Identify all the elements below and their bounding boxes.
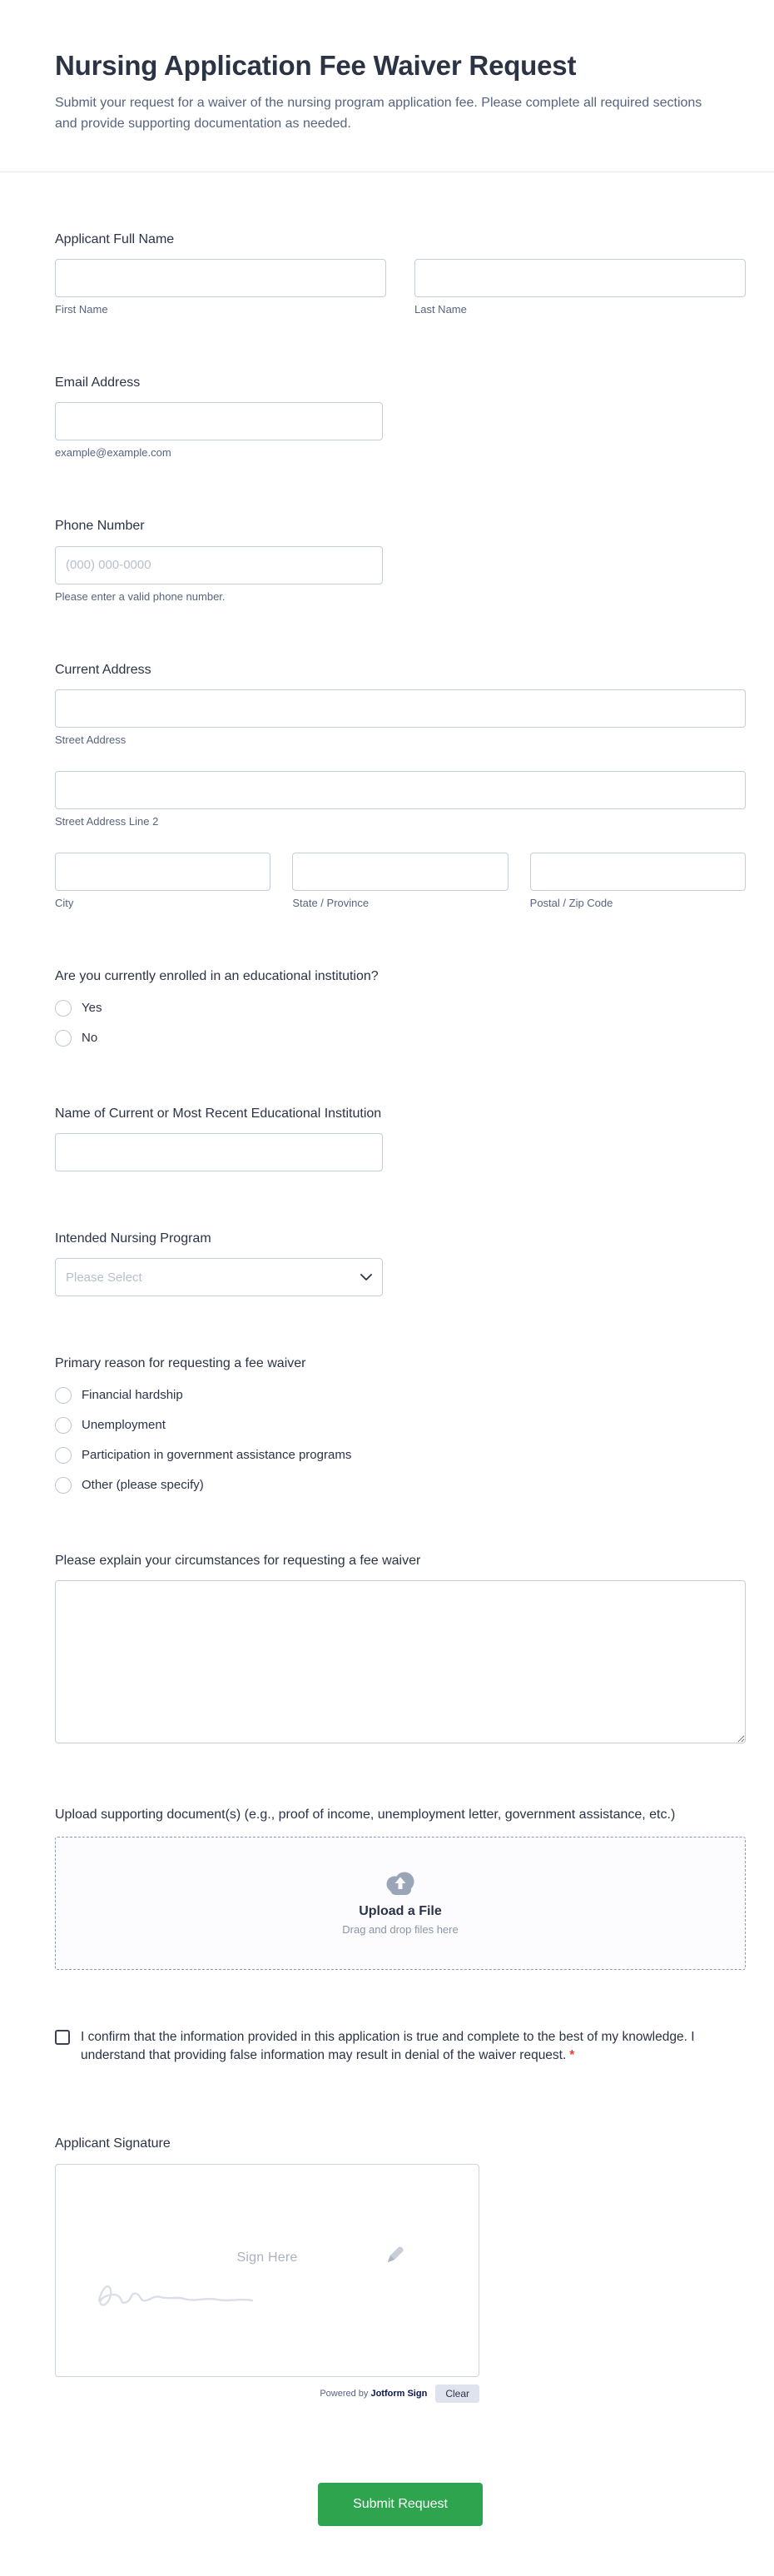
confirmation-checkbox[interactable] bbox=[55, 2030, 70, 2045]
email-label: Email Address bbox=[55, 375, 141, 390]
explain-label: Please explain your circumstances for requesting a fee waiver bbox=[55, 1553, 421, 1568]
upload-cloud-icon bbox=[382, 1870, 419, 1897]
reason-other-label: Other (please specify) bbox=[82, 1478, 204, 1493]
reason-other-radio[interactable] bbox=[55, 1477, 72, 1494]
field-address bbox=[55, 661, 746, 909]
enrolled-label: Are you currently enrolled in an educational institution? bbox=[55, 969, 379, 984]
zip-input[interactable] bbox=[530, 853, 746, 891]
pen-icon bbox=[385, 2245, 405, 2265]
enrolled-yes-label: Yes bbox=[82, 1001, 102, 1016]
state-sublabel: State / Province bbox=[292, 897, 370, 910]
street-address-input[interactable] bbox=[55, 689, 746, 728]
state-input[interactable] bbox=[292, 853, 508, 891]
signature-pad[interactable] bbox=[55, 2164, 479, 2377]
field-upload bbox=[55, 1806, 746, 1969]
zip-sublabel: Postal / Zip Code bbox=[529, 897, 613, 910]
confirmation-text bbox=[81, 2028, 715, 2066]
reason-option-assistance bbox=[55, 1447, 746, 1464]
phone-label: Phone Number bbox=[55, 519, 145, 534]
upload-label: Upload supporting document(s) (e.g., proof of income, unemployment letter, government assistance, etc.) bbox=[55, 1808, 676, 1823]
field-confirmation bbox=[55, 2028, 746, 2066]
upload-hint: Drag and drop files here bbox=[342, 1923, 459, 1936]
first-name-input[interactable] bbox=[55, 259, 386, 297]
form-header bbox=[0, 0, 774, 172]
street-address-2-input[interactable] bbox=[55, 771, 746, 809]
reason-unemployment-radio[interactable] bbox=[55, 1417, 72, 1434]
program-label: Intended Nursing Program bbox=[55, 1231, 211, 1246]
last-name-sublabel: Last Name bbox=[414, 302, 467, 316]
city-input[interactable] bbox=[55, 853, 270, 891]
email-input[interactable] bbox=[55, 402, 383, 440]
field-email bbox=[55, 374, 746, 459]
address-label: Current Address bbox=[55, 662, 151, 677]
reason-assistance-label: Participation in government assistance programs bbox=[82, 1448, 352, 1463]
powered-by-label: Powered by bbox=[320, 2388, 369, 2399]
reason-option-financial bbox=[55, 1387, 746, 1404]
reason-option-unemployment bbox=[55, 1417, 746, 1434]
street-address-sublabel: Street Address bbox=[55, 734, 127, 747]
submit-row bbox=[55, 2461, 746, 2576]
reason-financial-radio[interactable] bbox=[55, 1387, 72, 1404]
field-phone bbox=[55, 517, 746, 602]
field-explain bbox=[55, 1552, 746, 1748]
last-name-input[interactable] bbox=[414, 259, 746, 297]
required-asterisk: * bbox=[569, 2047, 575, 2062]
enrolled-no-label: No bbox=[82, 1031, 98, 1046]
phone-sublabel: Please enter a valid phone number. bbox=[55, 589, 226, 603]
file-upload-area[interactable] bbox=[55, 1837, 746, 1970]
reason-financial-label: Financial hardship bbox=[82, 1388, 183, 1403]
field-full-name bbox=[55, 231, 746, 316]
confirmation-statement: I confirm that the information provided in this application is true and complete to the best of my knowledge. I understand that providing false information may result in denial of the waiver request. bbox=[81, 2029, 695, 2062]
enrolled-no-radio[interactable] bbox=[55, 1030, 72, 1047]
reason-assistance-radio[interactable] bbox=[55, 1447, 72, 1464]
city-sublabel: City bbox=[55, 897, 74, 910]
reason-label: Primary reason for requesting a fee waiver bbox=[55, 1356, 306, 1371]
explain-textarea[interactable] bbox=[55, 1580, 746, 1743]
field-institution bbox=[55, 1105, 746, 1171]
field-program bbox=[55, 1230, 746, 1296]
enrolled-yes-radio[interactable] bbox=[55, 1000, 72, 1017]
enrolled-option-yes bbox=[55, 1000, 746, 1017]
street-address-2-sublabel: Street Address Line 2 bbox=[55, 815, 159, 828]
email-sublabel: example@example.com bbox=[55, 446, 171, 460]
signature-clear-button[interactable]: Clear bbox=[435, 2385, 479, 2403]
enrolled-option-no bbox=[55, 1030, 746, 1047]
program-select[interactable] bbox=[55, 1258, 383, 1296]
field-enrolled bbox=[55, 967, 746, 1046]
form-subtitle: Submit your request for a waiver of the nursing program application fee. Please complete all required sections and provide supporting documentation as needed. bbox=[55, 96, 702, 131]
full-name-label: Applicant Full Name bbox=[55, 231, 175, 246]
reason-option-other bbox=[55, 1477, 746, 1494]
powered-by-text bbox=[320, 2389, 427, 2399]
jotform-sign-brand: Jotform Sign bbox=[370, 2388, 428, 2399]
submit-button[interactable]: Submit Request bbox=[318, 2483, 483, 2526]
first-name-sublabel: First Name bbox=[55, 302, 108, 316]
field-reason bbox=[55, 1355, 746, 1493]
signature-footer bbox=[55, 2385, 479, 2403]
form-body bbox=[0, 172, 774, 2576]
institution-input[interactable] bbox=[55, 1133, 383, 1171]
signature-sample-squiggle bbox=[92, 2270, 284, 2317]
signature-label: Applicant Signature bbox=[55, 2136, 171, 2151]
institution-label: Name of Current or Most Recent Educational Institution bbox=[55, 1106, 382, 1121]
field-signature bbox=[55, 2135, 746, 2402]
form-title: Nursing Application Fee Waiver Request bbox=[55, 50, 577, 81]
signature-placeholder: Sign Here bbox=[236, 2250, 298, 2265]
upload-button-label: Upload a File bbox=[359, 1904, 442, 1918]
reason-unemployment-label: Unemployment bbox=[82, 1418, 166, 1433]
phone-input[interactable] bbox=[55, 546, 383, 584]
